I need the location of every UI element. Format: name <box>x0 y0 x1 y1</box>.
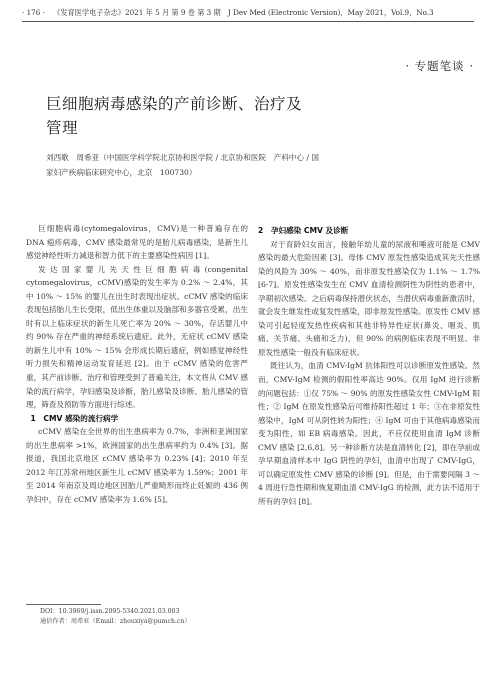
left-column <box>26 222 248 506</box>
paragraph-diagnosis: 既往认为，血清 CMV-IgM 抗体阳性可以诊断原发性感染。然而，CMV-IgM 检测的假阳性率高达 90%。仅用 IgM 进行诊断的问题包括：①仅 75% ～ 90% 的原发性感染女性 CMV-IgM 阳性；② IgM 在原发性感染后可维持阳性超过 1 年；③在非原发性感染中，IgM 可从阴性转为阳性；④ IgM 可由于其他病毒感染而变为阳性，如 EB 病毒感染。因此，不应仅使用血清 IgM 诊断 CMV 感染 [2,6,8]。另一种诊断方法是血清转化 [2]，即在孕前或孕早期血清样本中 IgG 阴性的孕妇，血清中出现了 CMV-IgG，可以确定原发性 CMV 感染的诊断 [9]。但是，由于需要间隔 3 ～ 4 周进行急性期和恢复期血清 CMV-IgG 的检测，此方法不适用于所有的孕妇 [8]。 <box>258 361 480 506</box>
article-title <box>46 92 406 140</box>
right-column <box>258 224 480 508</box>
title-line-1: 巨细胞病毒感染的产前诊断、治疗及 <box>46 95 303 113</box>
doi-text: DOI：10.3969/j.issn.2095-5340.2021.03.003 <box>40 608 180 615</box>
paragraph-incidence: 发达国家婴儿先天性巨细胞病毒(congenital cytomegalovirus，cCMV)感染的发生率为 0.2% ～ 2.4%，其中 10% ～ 15% 的婴儿在出生时表现出症状。cCMV 感染的临床表现包括胎儿生长受限，低出生体重以及脑部和多器官受累，出生时有以上临床症状的新生儿死亡率为 20% ～ 30%，存活婴儿中约 90% 存在严重的神经系统后遗症。此外，无症状 cCMV 感染的新生儿中有 10% ～ 15% 会形成长期后遗症，例如感觉神经性听力损失和精神运动发育延迟 [2]。由于 cCMV 感染的危害严重，其产前诊断、治疗和管理受到了普遍关注，本文将从 CMV 感染的流行病学，孕妇感染及诊断，胎儿感染及诊断、胎儿感染的管理，筛查及预防等方面进行综述。 <box>26 264 248 410</box>
corresponding-author: 通信作者：周希亚（Email：zhouxiya@pumch.cn） <box>40 617 191 625</box>
paragraph-epidemiology: cCMV 感染在全世界的出生患病率为 0.7%，非洲和亚洲国家的出生患病率 >1%，欧洲国家的出生患病率约为 0.4% [3]。据报道，我国北京地区 cCMV 感染率为 0.23% [4]；2010 年至 2012 年江苏常州地区新生儿 cCMV 感染率为 1.59%；2001 年至 2014 年南京及周边地区因胎儿严重畸形而终止妊娠的 436 例孕妇中，存在 cCMV 感染率为 1.6% [5]。 <box>26 427 248 504</box>
footnotes <box>40 607 191 626</box>
journal-citation: 《发育医学电子杂志》2021 年 5 月 第 9 卷 第 3 期 J Dev Med (Electronic Version)，May 2021，Vol.9，No.3 <box>53 8 434 17</box>
paragraph-risk: 对于育龄妇女而言，接触年幼儿童的尿液和唾液可能是 CMV 感染的最大危险因素 [3]。母体 CMV 原发性感染造成其先天性感染的风险为 30% ～ 40%，而非原发性感染仅为 1.1% ～ 1.7% [6-7]。原发性感染发生在 CMV 血清检测阴性为阴性的患者中，孕期初次感染。之后病毒保持潜伏状态，当潜伏病毒重新激活时，就会发生继发性或复发性感染，即非原发性感染。原发性 CMV 感染可引起轻度发热性疾病和其他非特异性症状(鼻炎、咽炎、肌痛、关节痛、头痛和乏力)，但 90% 的病例临床表现不明显。非原发性感染一般没有临床症状。 <box>258 239 480 357</box>
authors-line-1: 刘西歌 周希亚（中国医学科学院北京协和医学院 / 北京协和医院 产科中心 / 国 <box>46 153 319 162</box>
paragraph-intro: 巨细胞病毒(cytomegalovirus，CMV)是一种普遍存在的 DNA 疱疹病毒，CMV 感染最常见的是胎儿病毒感染，是新生儿感觉神经性听力减退和智力低下的主要感染性病因 [1]。 <box>26 224 248 261</box>
header-rule <box>22 21 474 22</box>
footnote-rule <box>26 604 101 605</box>
author-affiliation <box>46 150 426 180</box>
title-line-2: 管理 <box>46 119 79 137</box>
section-heading-maternal-infection: 2 孕妇感染 CMV 及诊断 <box>258 226 349 235</box>
authors-line-2: 家妇产疾病临床研究中心，北京 100730） <box>46 168 197 177</box>
section-heading-epidemiology: 1 CMV 感染的流行病学 <box>30 413 119 423</box>
running-header <box>22 8 474 18</box>
page-number: · 176 · <box>22 8 45 17</box>
column-name: · 专题笔谈 · <box>405 59 474 73</box>
